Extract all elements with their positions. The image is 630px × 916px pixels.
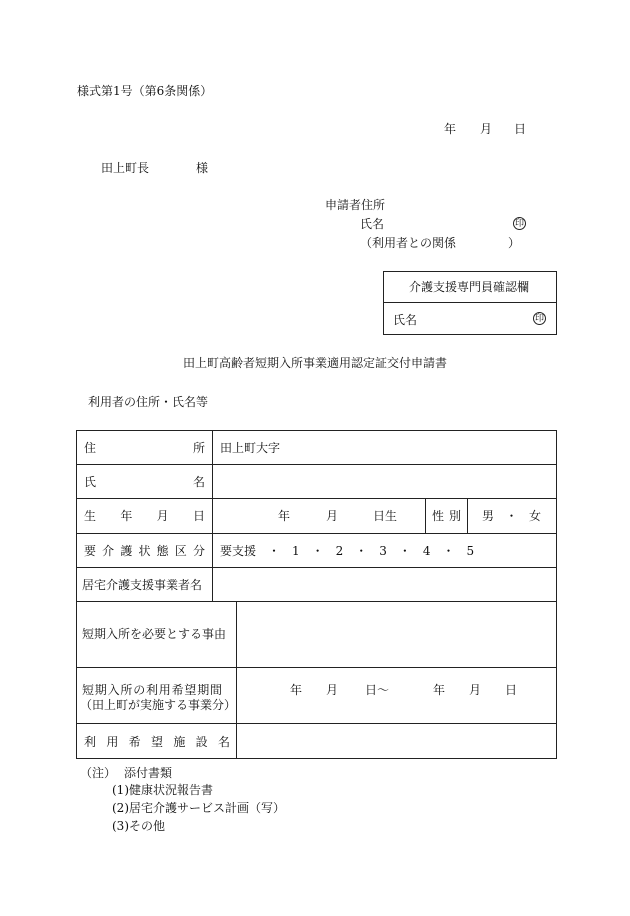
applicant-relation-label: （利用者との関係 (360, 236, 457, 250)
form-number: 様式第1号（第6条関係） (77, 84, 213, 98)
facility-label: 利 用 希 望 施 設 名 (84, 735, 230, 749)
birth-year: 年 (278, 509, 291, 523)
provider-label: 居宅介護支援事業者名 (82, 578, 203, 592)
period-to-day: 日 (505, 683, 518, 697)
specialist-box-title: 介護支援専門員確認欄 (409, 280, 530, 294)
gender-label: 性 別 (432, 509, 461, 523)
notes-item: (3)その他 (112, 819, 165, 833)
addressee-name: 田上町長 (101, 161, 150, 175)
applicant-address-label: 申請者住所 (325, 198, 386, 212)
date-year: 年 (444, 122, 457, 136)
birth-month: 月 (326, 509, 339, 523)
period-label-2: （田上町が実施する事業分） (80, 698, 237, 712)
reason-label: 短期入所を必要とする事由 (82, 627, 227, 641)
specialist-seal-icon: 印 (534, 314, 544, 324)
gender-options: 男 ・ 女 (482, 509, 541, 523)
address-label: 住 所 (84, 441, 205, 455)
applicant-relation-close: ） (508, 236, 521, 250)
notes-header: 添付書類 (124, 766, 173, 780)
notes-item: (1)健康状況報告書 (112, 783, 213, 797)
section-label: 利用者の住所・氏名等 (88, 395, 209, 409)
applicant-name-label: 氏名 (360, 217, 385, 231)
notes-item: (2)居宅介護サービス計画（写） (112, 801, 285, 815)
period-to-month: 月 (469, 683, 482, 697)
period-from-year: 年 (290, 683, 303, 697)
date-day: 日 (514, 122, 527, 136)
specialist-name-label: 氏名 (393, 313, 418, 327)
period-from-month: 月 (326, 683, 339, 697)
birth-label: 生 年 月 日 (84, 509, 205, 523)
name-label: 氏 名 (84, 475, 205, 489)
form-title: 田上町高齢者短期入所事業適用認定証交付申請書 (183, 356, 448, 370)
applicant-seal-icon: 印 (514, 219, 524, 229)
address-value: 田上町大字 (220, 441, 281, 455)
period-label-1: 短期入所の利用希望期間 (82, 683, 223, 697)
birth-day: 日生 (373, 509, 398, 523)
care-level-label: 要 介 護 状 態 区 分 (84, 544, 205, 558)
notes-header-mark: （注） (80, 766, 117, 780)
period-from-day: 日〜 (365, 683, 390, 697)
date-month: 月 (480, 122, 493, 136)
care-level-value: 要支援 ・ 1 ・ 2 ・ 3 ・ 4 ・ 5 (220, 544, 475, 558)
addressee-honorific: 様 (196, 161, 209, 175)
period-to-year: 年 (433, 683, 446, 697)
